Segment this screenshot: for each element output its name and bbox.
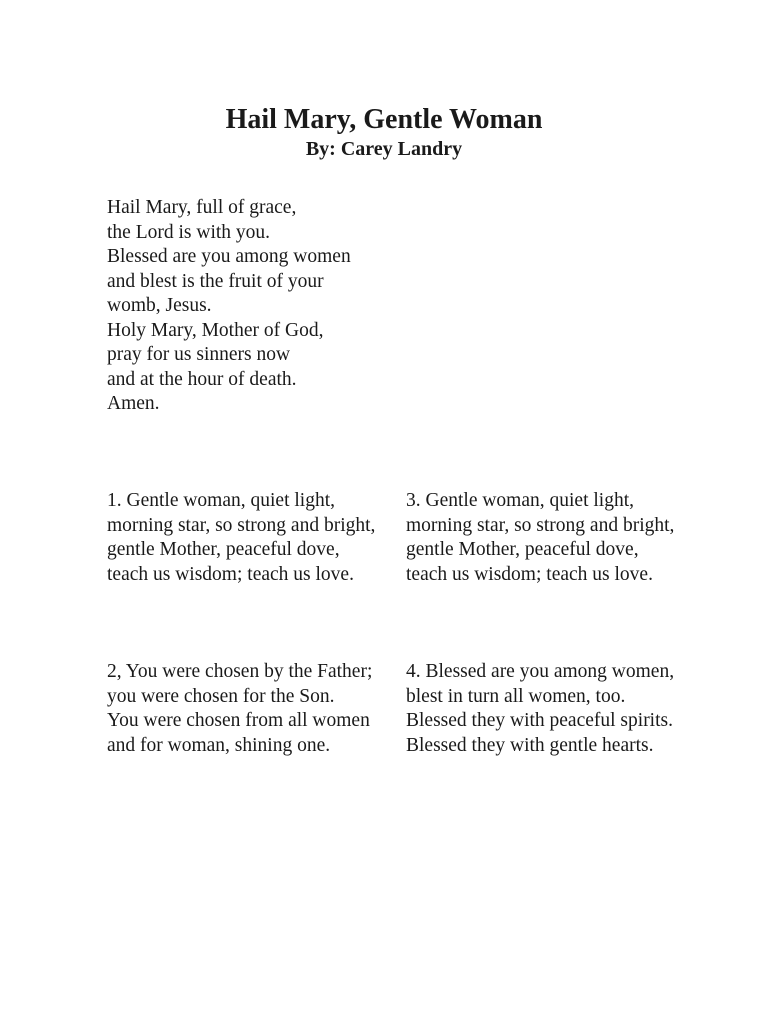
verse-line: 2, You were chosen by the Father; xyxy=(107,661,373,682)
prayer-line: the Lord is with you. xyxy=(107,221,271,243)
verse-line: 3. Gentle woman, quiet light, xyxy=(406,490,635,511)
author-byline: By: Carey Landry xyxy=(305,138,463,160)
verse-line: morning star, so strong and bright, xyxy=(406,514,675,536)
page-title: Hail Mary, Gentle Woman xyxy=(225,104,543,135)
prayer-line: pray for us sinners now xyxy=(107,344,291,365)
verse-1 xyxy=(107,489,377,587)
verse-line: Blessed they with peaceful spirits. xyxy=(406,710,673,731)
verse-line: You were chosen from all women xyxy=(107,710,370,731)
verse-line: teach us wisdom; teach us love. xyxy=(406,563,653,585)
verse-line: blest in turn all women, too. xyxy=(406,685,626,707)
verse-line: you were chosen for the Son. xyxy=(107,685,335,707)
verse-line: and for woman, shining one. xyxy=(107,734,331,756)
verse-line: gentle Mother, peaceful dove, xyxy=(406,539,639,560)
verse-line: morning star, so strong and bright, xyxy=(107,514,376,536)
verse-line: 4. Blessed are you among women, xyxy=(406,661,675,682)
prayer-line: Holy Mary, Mother of God, xyxy=(107,319,324,341)
hail-mary-prayer xyxy=(107,196,367,417)
verse-line: teach us wisdom; teach us love. xyxy=(107,563,354,585)
prayer-line: Hail Mary, full of grace, xyxy=(107,197,297,218)
verse-line: Blessed they with gentle hearts. xyxy=(406,734,654,756)
verse-line: 1. Gentle woman, quiet light, xyxy=(107,490,336,511)
prayer-line: and at the hour of death. xyxy=(107,368,297,390)
verse-4 xyxy=(406,660,676,758)
verse-3 xyxy=(406,489,676,587)
verse-2 xyxy=(107,660,377,758)
prayer-line: Blessed are you among women xyxy=(107,246,351,267)
prayer-line: Amen. xyxy=(107,393,160,414)
verse-line: gentle Mother, peaceful dove, xyxy=(107,539,340,560)
prayer-line: and blest is the fruit of your womb, Jesus. xyxy=(107,270,324,316)
